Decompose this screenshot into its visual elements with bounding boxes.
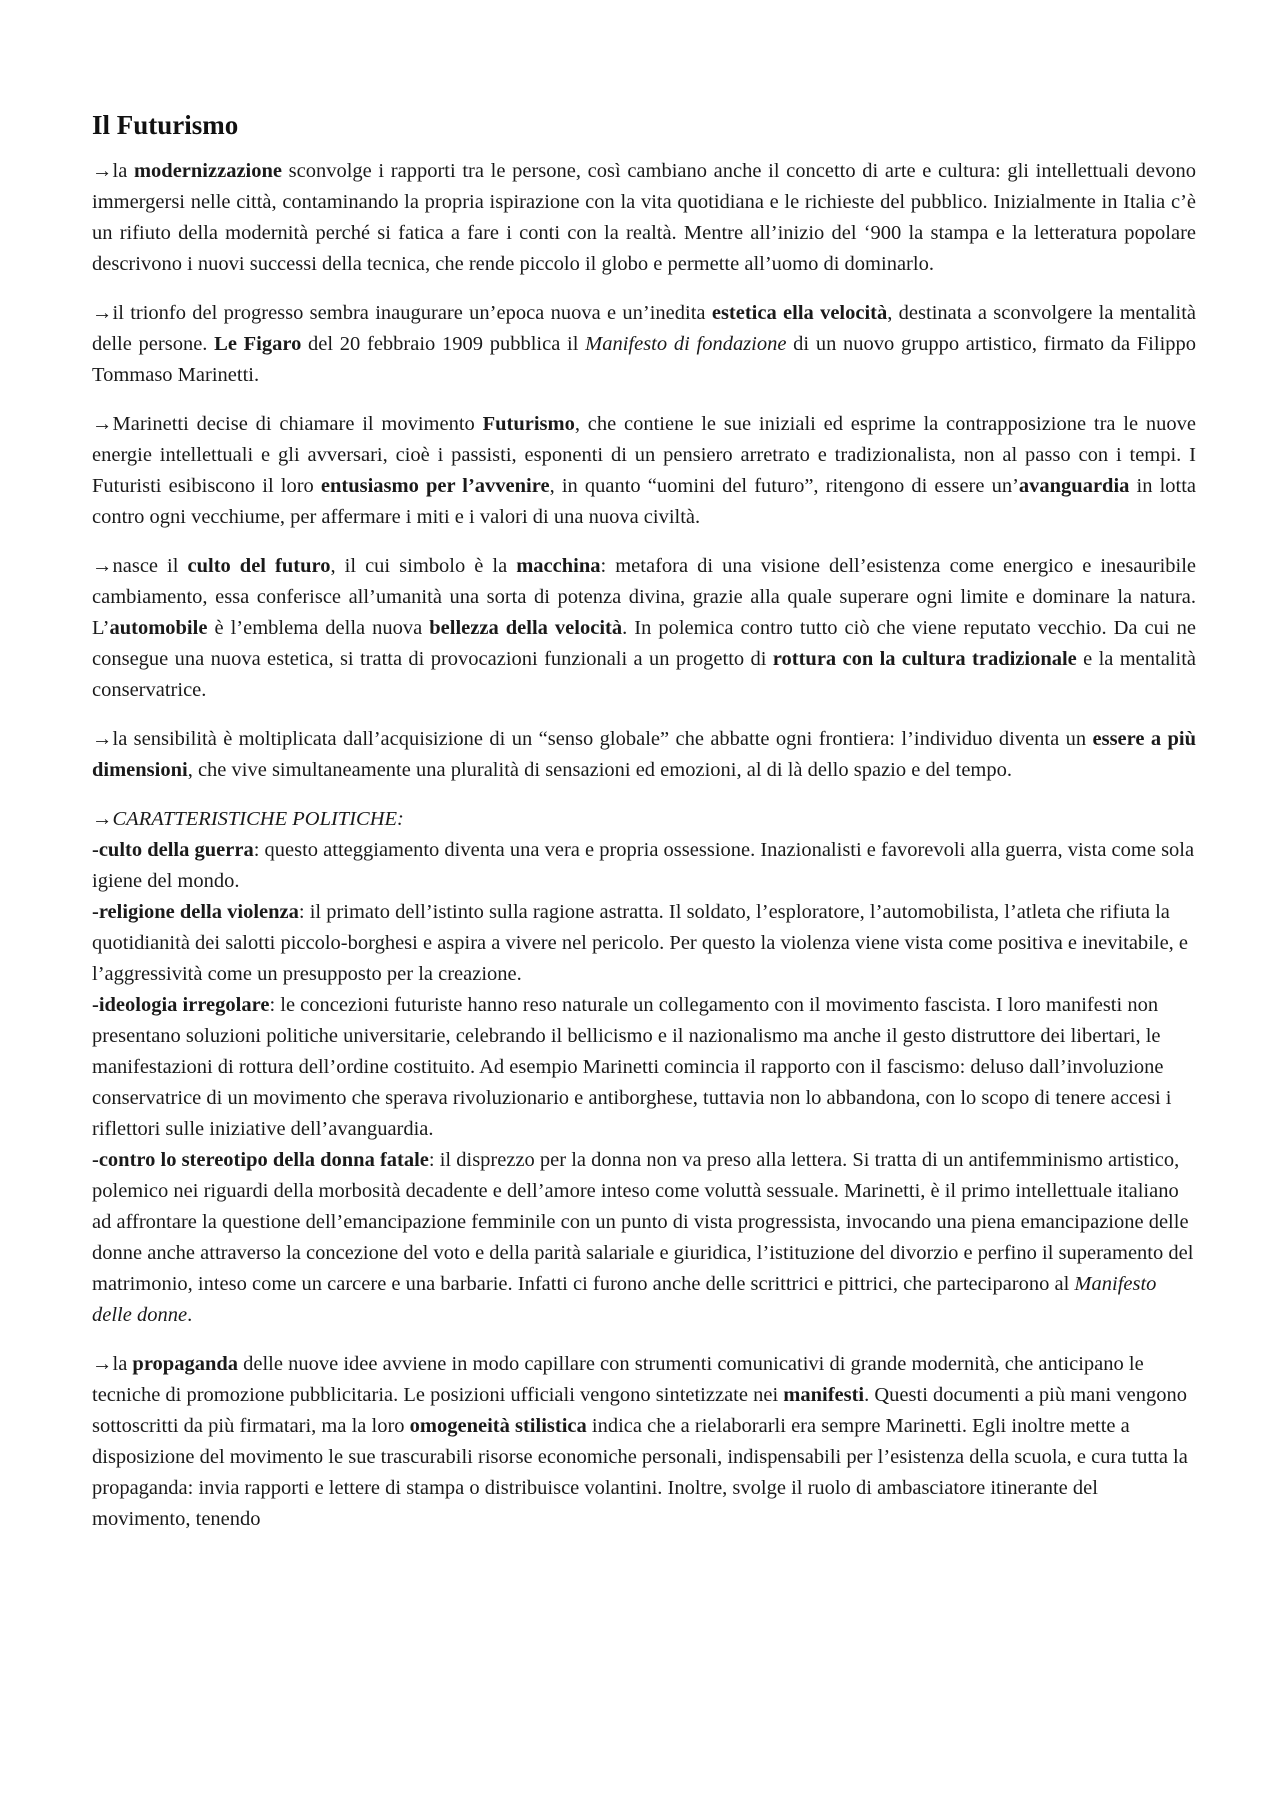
arrow-icon: → bbox=[92, 302, 113, 324]
section-caratteristiche-politiche bbox=[92, 804, 1196, 1331]
paragraph-marinetti: →Marinetti decise di chiamare il movimento Futurismo, che contiene le sue iniziali ed esprime la contrapposizione tra le nuove energie intellettuali e gli avversari, cioè i passisti, esponenti di un pensiero arretrato e tradizionalista, non al passo con i tempi. I Futuristi esibiscono il loro entusiasmo per l’avvenire, in quanto “uomini del futuro”, ritengono di essere un’avanguardia in lotta contro ogni vecchiume, per affermare i miti e i valori di una nuova civiltà. bbox=[92, 413, 1197, 528]
list-item: -culto della guerra: questo atteggiamento diventa una vera e propria ossessione. Inazionalisti e favorevoli alla guerra, vista come sola igiene del mondo. bbox=[92, 839, 1195, 892]
arrow-icon: → bbox=[92, 160, 113, 182]
list-item: -ideologia irregolare: le concezioni futuriste hanno reso naturale un collegamento con il movimento fascista. I loro manifesti non presentano soluzioni politiche universitarie, celebrando il bellicismo e il nazionalismo ma anche il gesto distruttore dei libertari, le manifestazioni di rottura dell’ordine costituito. Ad esempio Marinetti comincia il rapporto con il fascismo: deluso dall’involuzione conservatrice di un movimento che sperava rivoluzionario e antiborghese, tuttavia non lo abbandona, con lo scopo di tenere accesi i riflettori sulle iniziative dell’avanguardia. bbox=[92, 994, 1172, 1140]
list-item: -contro lo stereotipo della donna fatale: il disprezzo per la donna non va preso alla lettera. Si tratta di un antifemminismo artistico, polemico nei riguardi della morbosità decadente e dell’amore inteso come voluttà sessuale. Marinetti, è il primo intellettuale italiano ad affrontare la questione dell’emancipazione femminile con un punto di vista progressista, invocando una piena emancipazione delle donne anche attraverso la concezione del voto e della parità salariale e giuridica, l’istituzione del divorzio e perfino il superamento del matrimonio, inteso come un carcere e una barbarie. Infatti ci furono anche delle scrittrici e pittrici, che parteciparono al Manifesto delle donne. bbox=[92, 1149, 1194, 1326]
list-item: -religione della violenza: il primato dell’istinto sulla ragione astratta. Il soldato, l’esploratore, l’automobilista, l’atleta che rifiuta la quotidianità dei salotti piccolo-borghesi e aspira a vivere nel pericolo. Per questo la violenza viene vista come positiva e inevitabile, e l’aggressività come un presupposto per la creazione. bbox=[92, 901, 1189, 985]
paragraph-sensibilita: →la sensibilità è moltiplicata dall’acquisizione di un “senso globale” che abbatte ogni frontiera: l’individuo diventa un essere a più dimensioni, che vive simultaneamente una pluralità di sensazioni ed emozioni, al di là dello spazio e del tempo. bbox=[92, 728, 1197, 781]
paragraph-progresso: →il trionfo del progresso sembra inaugurare un’epoca nuova e un’inedita estetica ella velocità, destinata a sconvolgere la mentalità delle persone. Le Figaro del 20 febbraio 1909 pubblica il Manifesto di fondazione di un nuovo gruppo artistico, firmato da Filippo Tommaso Marinetti. bbox=[92, 302, 1197, 386]
section-heading: →CARATTERISTICHE POLITICHE: bbox=[92, 808, 404, 830]
paragraph-culto-futuro: →nasce il culto del futuro, il cui simbolo è la macchina: metafora di una visione dell’esistenza come energico e inesauribile cambiamento, essa conferisce all’umanità una sorta di potenza divina, grazie alla quale superare ogni limite e dominare la natura. L’automobile è l’emblema della nuova bellezza della velocità. In polemica contro tutto ciò che viene reputato vecchio. Da cui ne consegue una nuova estetica, si tratta di provocazioni funzionali a un progetto di rottura con la cultura tradizionale e la mentalità conservatrice. bbox=[92, 555, 1196, 701]
document-page bbox=[92, 108, 1196, 1553]
arrow-icon: → bbox=[92, 413, 113, 435]
arrow-icon: → bbox=[92, 555, 113, 577]
arrow-icon: → bbox=[92, 1353, 113, 1375]
arrow-icon: → bbox=[92, 728, 113, 750]
arrow-icon: → bbox=[92, 808, 113, 830]
paragraph-propaganda: →la propaganda delle nuove idee avviene in modo capillare con strumenti comunicativi di grande modernità, che anticipano le tecniche di promozione pubblicitaria. Le posizioni ufficiali vengono sintetizzate nei manifesti. Questi documenti a più mani vengono sottoscritti da più firmatari, ma la loro omogeneità stilistica indica che a rielaborarli era sempre Marinetti. Egli inoltre mette a disposizione del movimento le sue trascurabili risorse economiche personali, indispensabili per l’esistenza della scuola, e cura tutta la propaganda: invia rapporti e lettere di stampa o distribuisce volantini. Inoltre, svolge il ruolo di ambasciatore itinerante del movimento, tenendo bbox=[92, 1353, 1188, 1530]
paragraph-modernizzazione: →la modernizzazione sconvolge i rapporti tra le persone, così cambiano anche il concetto di arte e cultura: gli intellettuali devono immergersi nelle città, contaminando la propria ispirazione con la vita quotidiana e le richieste del pubblico. Inizialmente in Italia c’è un rifiuto della modernità perché si fatica a fare i conti con la realtà. Mentre all’inizio del ‘900 la stampa e la letteratura popolare descrivono i nuovi successi della tecnica, che rende piccolo il globo e permette all’uomo di dominarlo. bbox=[92, 160, 1196, 275]
page-title: Il Futurismo bbox=[92, 110, 239, 140]
